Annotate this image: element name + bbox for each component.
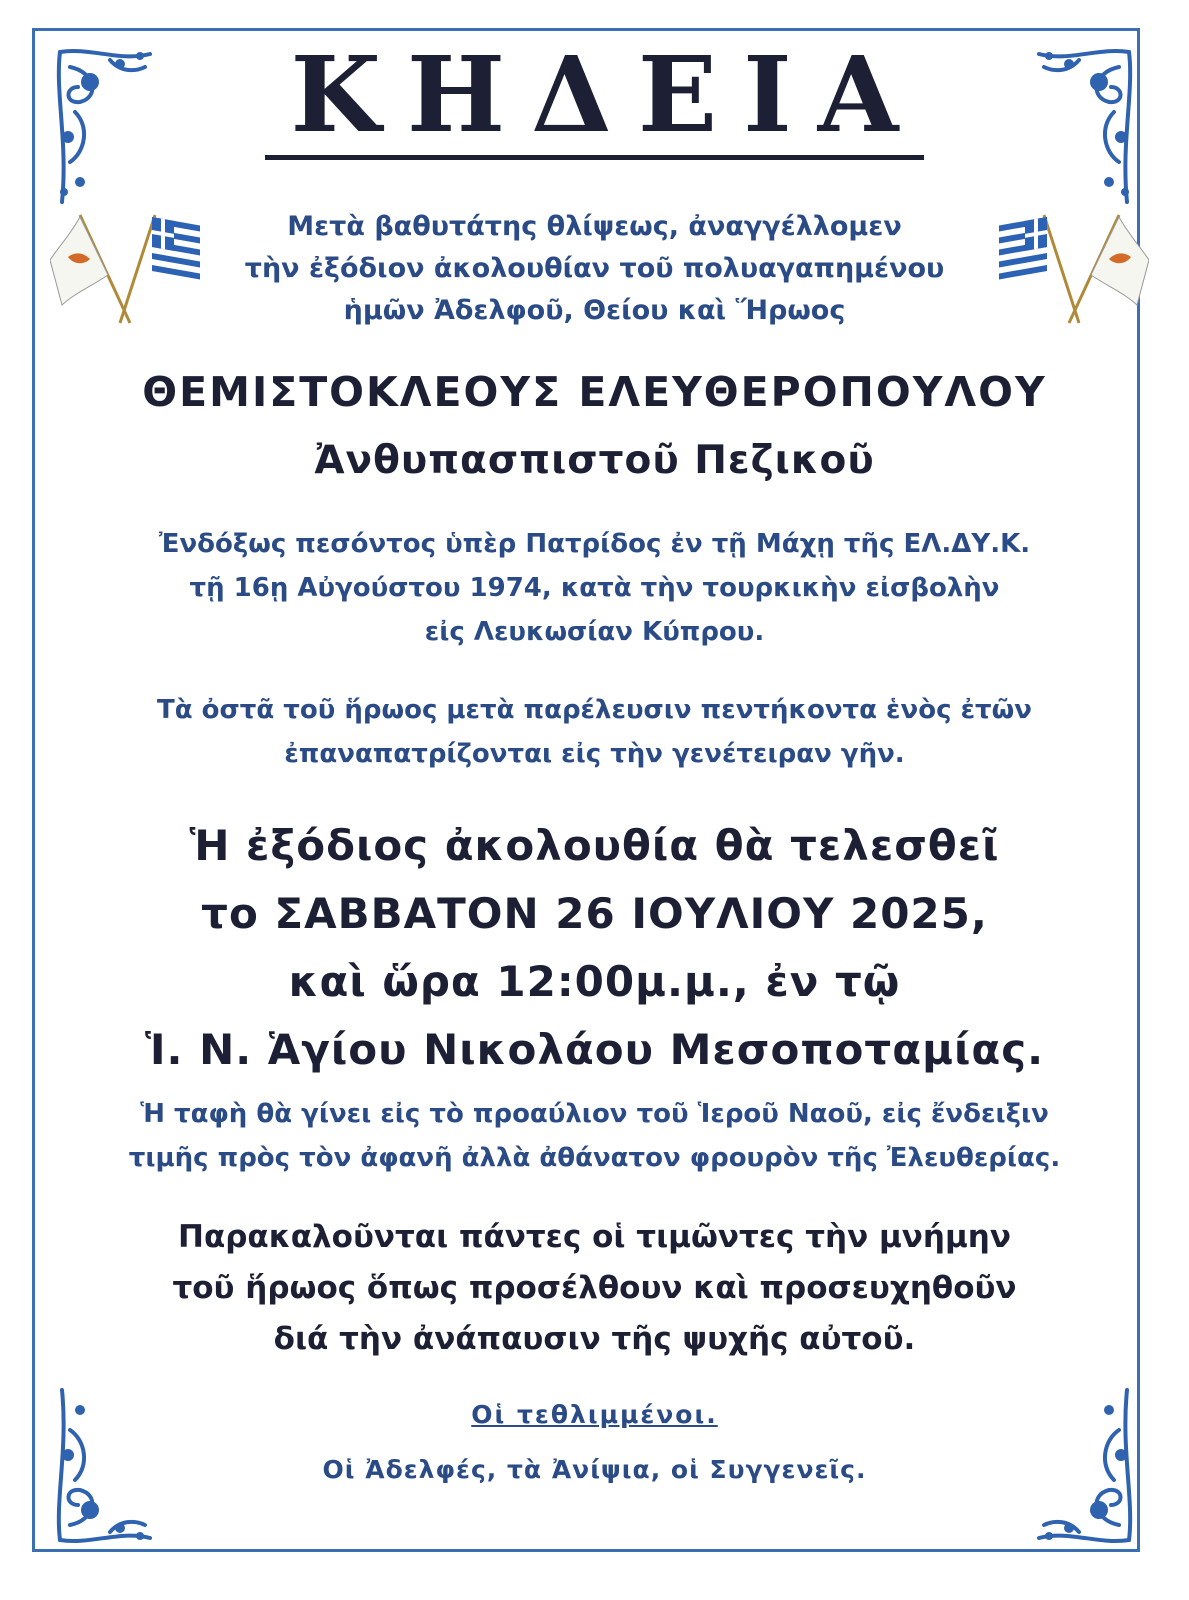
fell-line: εἰς Λευκωσίαν Κύπρου. [424, 617, 765, 647]
intro-line: Μετὰ βαθυτάτης θλίψεως, ἀναγγέλλομεν [287, 211, 902, 242]
invitation-line: τοῦ ἥρωος ὅπως προσέλθουν καὶ προσευχηθοῦν [172, 1270, 1017, 1306]
invitation-line: Παρακαλοῦνται πάντες οἱ τιμῶντες τὴν μνήμην [178, 1219, 1011, 1255]
service-details [0, 812, 1189, 1084]
intro-paragraph [0, 206, 1189, 332]
invitation-paragraph [0, 1212, 1189, 1365]
service-line: το ΣΑΒΒΑΤΟΝ 26 ΙΟΥΛΙΟΥ 2025, [201, 889, 988, 938]
intro-line: ἡμῶν Ἀδελφοῦ, Θείου καὶ Ἥρωος [343, 295, 846, 326]
service-line: καὶ ὥρα 12:00μ.μ., ἐν τῷ [288, 957, 901, 1006]
burial-paragraph [0, 1092, 1189, 1180]
mourners-label: Οἱ τεθλιμμένοι. [471, 1400, 718, 1429]
mourners-heading [0, 1400, 1189, 1429]
burial-line: Ἡ ταφὴ θὰ γίνει εἰς τὸ προαύλιον τοῦ Ἱεροῦ Ναοῦ, εἰς ἔνδειξιν [140, 1099, 1049, 1129]
burial-line: τιμῆς πρὸς τὸν ἀφανῆ ἀλλὰ ἀθάνατον φρουρὸν τῆς Ἐλευθερίας. [128, 1143, 1061, 1173]
intro-line: τὴν ἐξόδιον ἀκολουθίαν τοῦ πολυαγαπημένου [244, 253, 945, 284]
fell-line: τῇ 16ῃ Αὐγούστου 1974, κατὰ τὴν τουρκικὴν εἰσβολὴν [189, 573, 1000, 603]
deceased-rank: Ἀνθυπασπιστοῦ Πεζικοῦ [314, 438, 875, 483]
title-heading [0, 33, 1189, 160]
fell-line: Ἐνδόξως πεσόντος ὑπὲρ Πατρίδος ἐν τῇ Μάχῃ τῆς ΕΛ.ΔΥ.Κ. [158, 529, 1031, 559]
fell-paragraph [0, 522, 1189, 654]
family-signature: Οἱ Ἀδελφές, τὰ Ἀνίψια, οἱ Συγγενεῖς. [322, 1455, 867, 1484]
repatriation-line: Τὰ ὀστᾶ τοῦ ἥρωος μετὰ παρέλευσιν πεντήκοντα ἑνὸς ἐτῶν [157, 695, 1032, 725]
repatriation-line: ἐπαναπατρίζονται εἰς τὴν γενέτειραν γῆν. [284, 739, 905, 769]
invitation-line: διά τὴν ἀνάπαυσιν τῆς ψυχῆς αὐτοῦ. [273, 1321, 916, 1357]
title-text: ΚΗΔΕΙΑ [265, 40, 925, 160]
service-line: Ἱ. Ν. Ἁγίου Νικολάου Μεσοποταμίας. [144, 1025, 1045, 1074]
repatriation-paragraph [0, 688, 1189, 776]
deceased-name: ΘΕΜΙΣΤΟΚΛΕΟΥΣ ΕΛΕΥΘΕΡΟΠΟΥΛΟΥ [142, 368, 1047, 416]
service-line: Ἡ ἐξόδιος ἀκολουθία θὰ τελεσθεῖ [189, 821, 1000, 870]
